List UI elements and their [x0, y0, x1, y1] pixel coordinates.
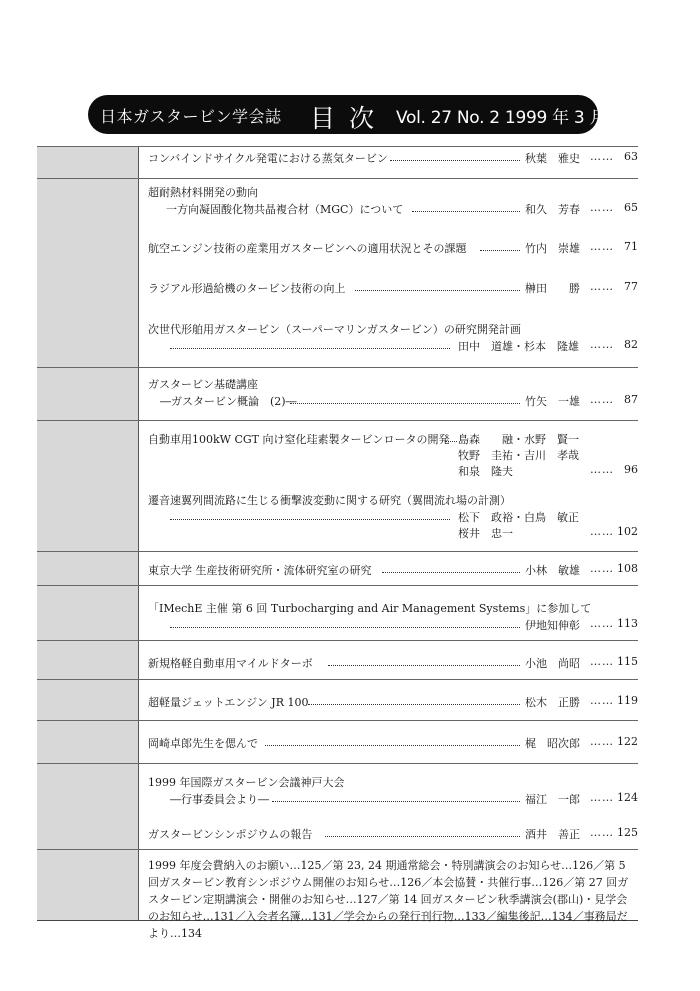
entry-authors: 竹内 崇雄	[525, 242, 580, 255]
entry-authors: 松木 正勝	[525, 696, 580, 709]
section-divider	[37, 367, 638, 368]
entry-subtitle: ―ガスタービン概論 (2)―	[160, 395, 297, 408]
dot-leader	[445, 441, 457, 442]
entry-author-line: 松下 政裕・白鳥 敏正	[458, 511, 579, 524]
entry-page: …… 82	[590, 338, 638, 351]
section-divider	[37, 849, 638, 850]
entry-title: 東京大学 生産技術研究所・流体研究室の研究	[148, 564, 372, 577]
entry-title: 超軽量ジェットエンジン JR 100	[148, 696, 309, 709]
entry-page: …… 87	[590, 393, 638, 406]
dot-leader	[265, 745, 520, 746]
entry-title: 遷音速翼列間流路に生じる衝撃波変動に関する研究（翼間流れ場の計測）	[148, 494, 511, 507]
journal-name: 日本ガスタービン学会誌	[100, 107, 282, 126]
section-divider	[37, 551, 638, 552]
entry-authors: 酒井 善正	[525, 828, 580, 841]
sidebar-divider	[138, 146, 139, 920]
contents-heading: 目次	[310, 104, 389, 133]
dot-leader	[355, 290, 520, 291]
entry-page: …… 102	[590, 525, 638, 538]
entry-authors: 田中 道雄・杉本 隆雄	[458, 340, 579, 353]
section-divider	[37, 763, 638, 764]
entry-page: …… 125	[590, 826, 638, 839]
dot-leader	[170, 519, 450, 520]
entry-page: …… 77	[590, 280, 638, 293]
entry-page: …… 115	[590, 655, 638, 668]
entry-page: …… 119	[590, 694, 638, 707]
section-divider	[37, 640, 638, 641]
entry-title: 次世代形舶用ガスタービン（スーパーマリンガスタービン）の研究開発計画	[148, 323, 521, 336]
entry-title: コンバインドサイクル発電における蒸気タービン	[148, 152, 388, 165]
dot-leader	[308, 704, 520, 705]
section-divider	[37, 679, 638, 680]
entry-title: ガスタービンシンポジウムの報告	[148, 828, 313, 841]
category-sidebar	[37, 146, 138, 920]
entry-page: …… 71	[590, 240, 638, 253]
entry-page: …… 63	[590, 150, 638, 163]
entry-page: …… 122	[590, 735, 638, 748]
entry-page: …… 96	[590, 463, 638, 476]
toc-header	[88, 95, 607, 134]
section-divider	[37, 420, 638, 421]
section-divider	[37, 146, 638, 147]
entry-author-line: 島森 融・水野 賢一	[458, 433, 579, 446]
entry-authors: 小池 尚昭	[525, 657, 580, 670]
dot-leader	[480, 250, 520, 251]
entry-title: 自動車用100kW CGT 向け窒化珪素製タービンロータの開発	[148, 433, 450, 446]
entry-authors: 和久 芳春	[525, 203, 580, 216]
entry-authors: 秋葉 雅史	[525, 152, 580, 165]
entry-authors: 伊地知伸彰	[525, 619, 580, 632]
entry-title: 岡崎卓郎先生を偲んで	[148, 737, 258, 750]
dot-leader	[412, 211, 520, 212]
entry-author-line: 牧野 圭祐・吉川 孝哉	[458, 449, 579, 462]
issue-info: Vol. 27 No. 2 1999 年 3 月	[396, 108, 607, 128]
entry-page: …… 124	[590, 791, 638, 804]
section-divider	[37, 178, 638, 179]
entry-subtitle: 一方向凝固酸化物共晶複合材（MGC）について	[166, 203, 404, 216]
entry-author-line: 和泉 隆夫	[458, 465, 513, 478]
entry-authors: 小林 敏雄	[525, 564, 580, 577]
section-divider	[37, 585, 638, 586]
entry-title: 超耐熱材料開発の動向	[148, 186, 258, 199]
entry-authors: 梶 昭次郎	[525, 737, 580, 750]
dot-leader	[170, 627, 520, 628]
section-divider	[37, 720, 638, 721]
dot-leader	[325, 836, 520, 837]
entry-title: 1999 年国際ガスタービン会議神戸大会	[148, 776, 345, 789]
entry-page: …… 65	[590, 201, 638, 214]
entry-title: ガスタービン基礎講座	[148, 378, 258, 391]
entry-title: 新規格軽自動車用マイルドターボ	[148, 657, 313, 670]
dot-leader	[382, 572, 520, 573]
entry-title: ラジアル形過給機のタービン技術の向上	[148, 282, 346, 295]
entry-authors: 福江 一郎	[525, 793, 580, 806]
dot-leader	[328, 665, 520, 666]
entry-authors: 榊田 勝	[525, 282, 580, 295]
entry-author-line: 桜井 忠一	[458, 527, 513, 540]
entry-title: 航空エンジン技術の産業用ガスタービンへの適用状況とその課題	[148, 242, 467, 255]
entry-authors: 竹矢 一雄	[525, 395, 580, 408]
dot-leader	[290, 403, 520, 404]
dot-leader	[170, 348, 450, 349]
entry-page: …… 113	[590, 617, 638, 630]
entry-page: …… 108	[590, 562, 638, 575]
entry-subtitle: ―行事委員会より―	[170, 793, 269, 806]
dot-leader	[272, 801, 520, 802]
notices-text: 1999 年度会費納入のお願い…125／第 23, 24 期通常総会・特別講演会のお知らせ…126／第 5 回ガスタービン教育シンポジウム開催のお知らせ…126／本会協賛・共催行事…126／第 27 回ガスタービン定期講演会・開催のお知らせ…127／第 14 回ガスタービン秋季講演会(郡山)・見学会のお知らせ…131／入会者名簿…131／学会からの発行刊行物…133／編集後記…134／事務局だより…134	[148, 859, 629, 940]
entry-title: 「IMechE 主催 第 6 回 Turbocharging and Air Management Systems」に参加して	[148, 602, 592, 615]
dot-leader	[390, 160, 520, 161]
